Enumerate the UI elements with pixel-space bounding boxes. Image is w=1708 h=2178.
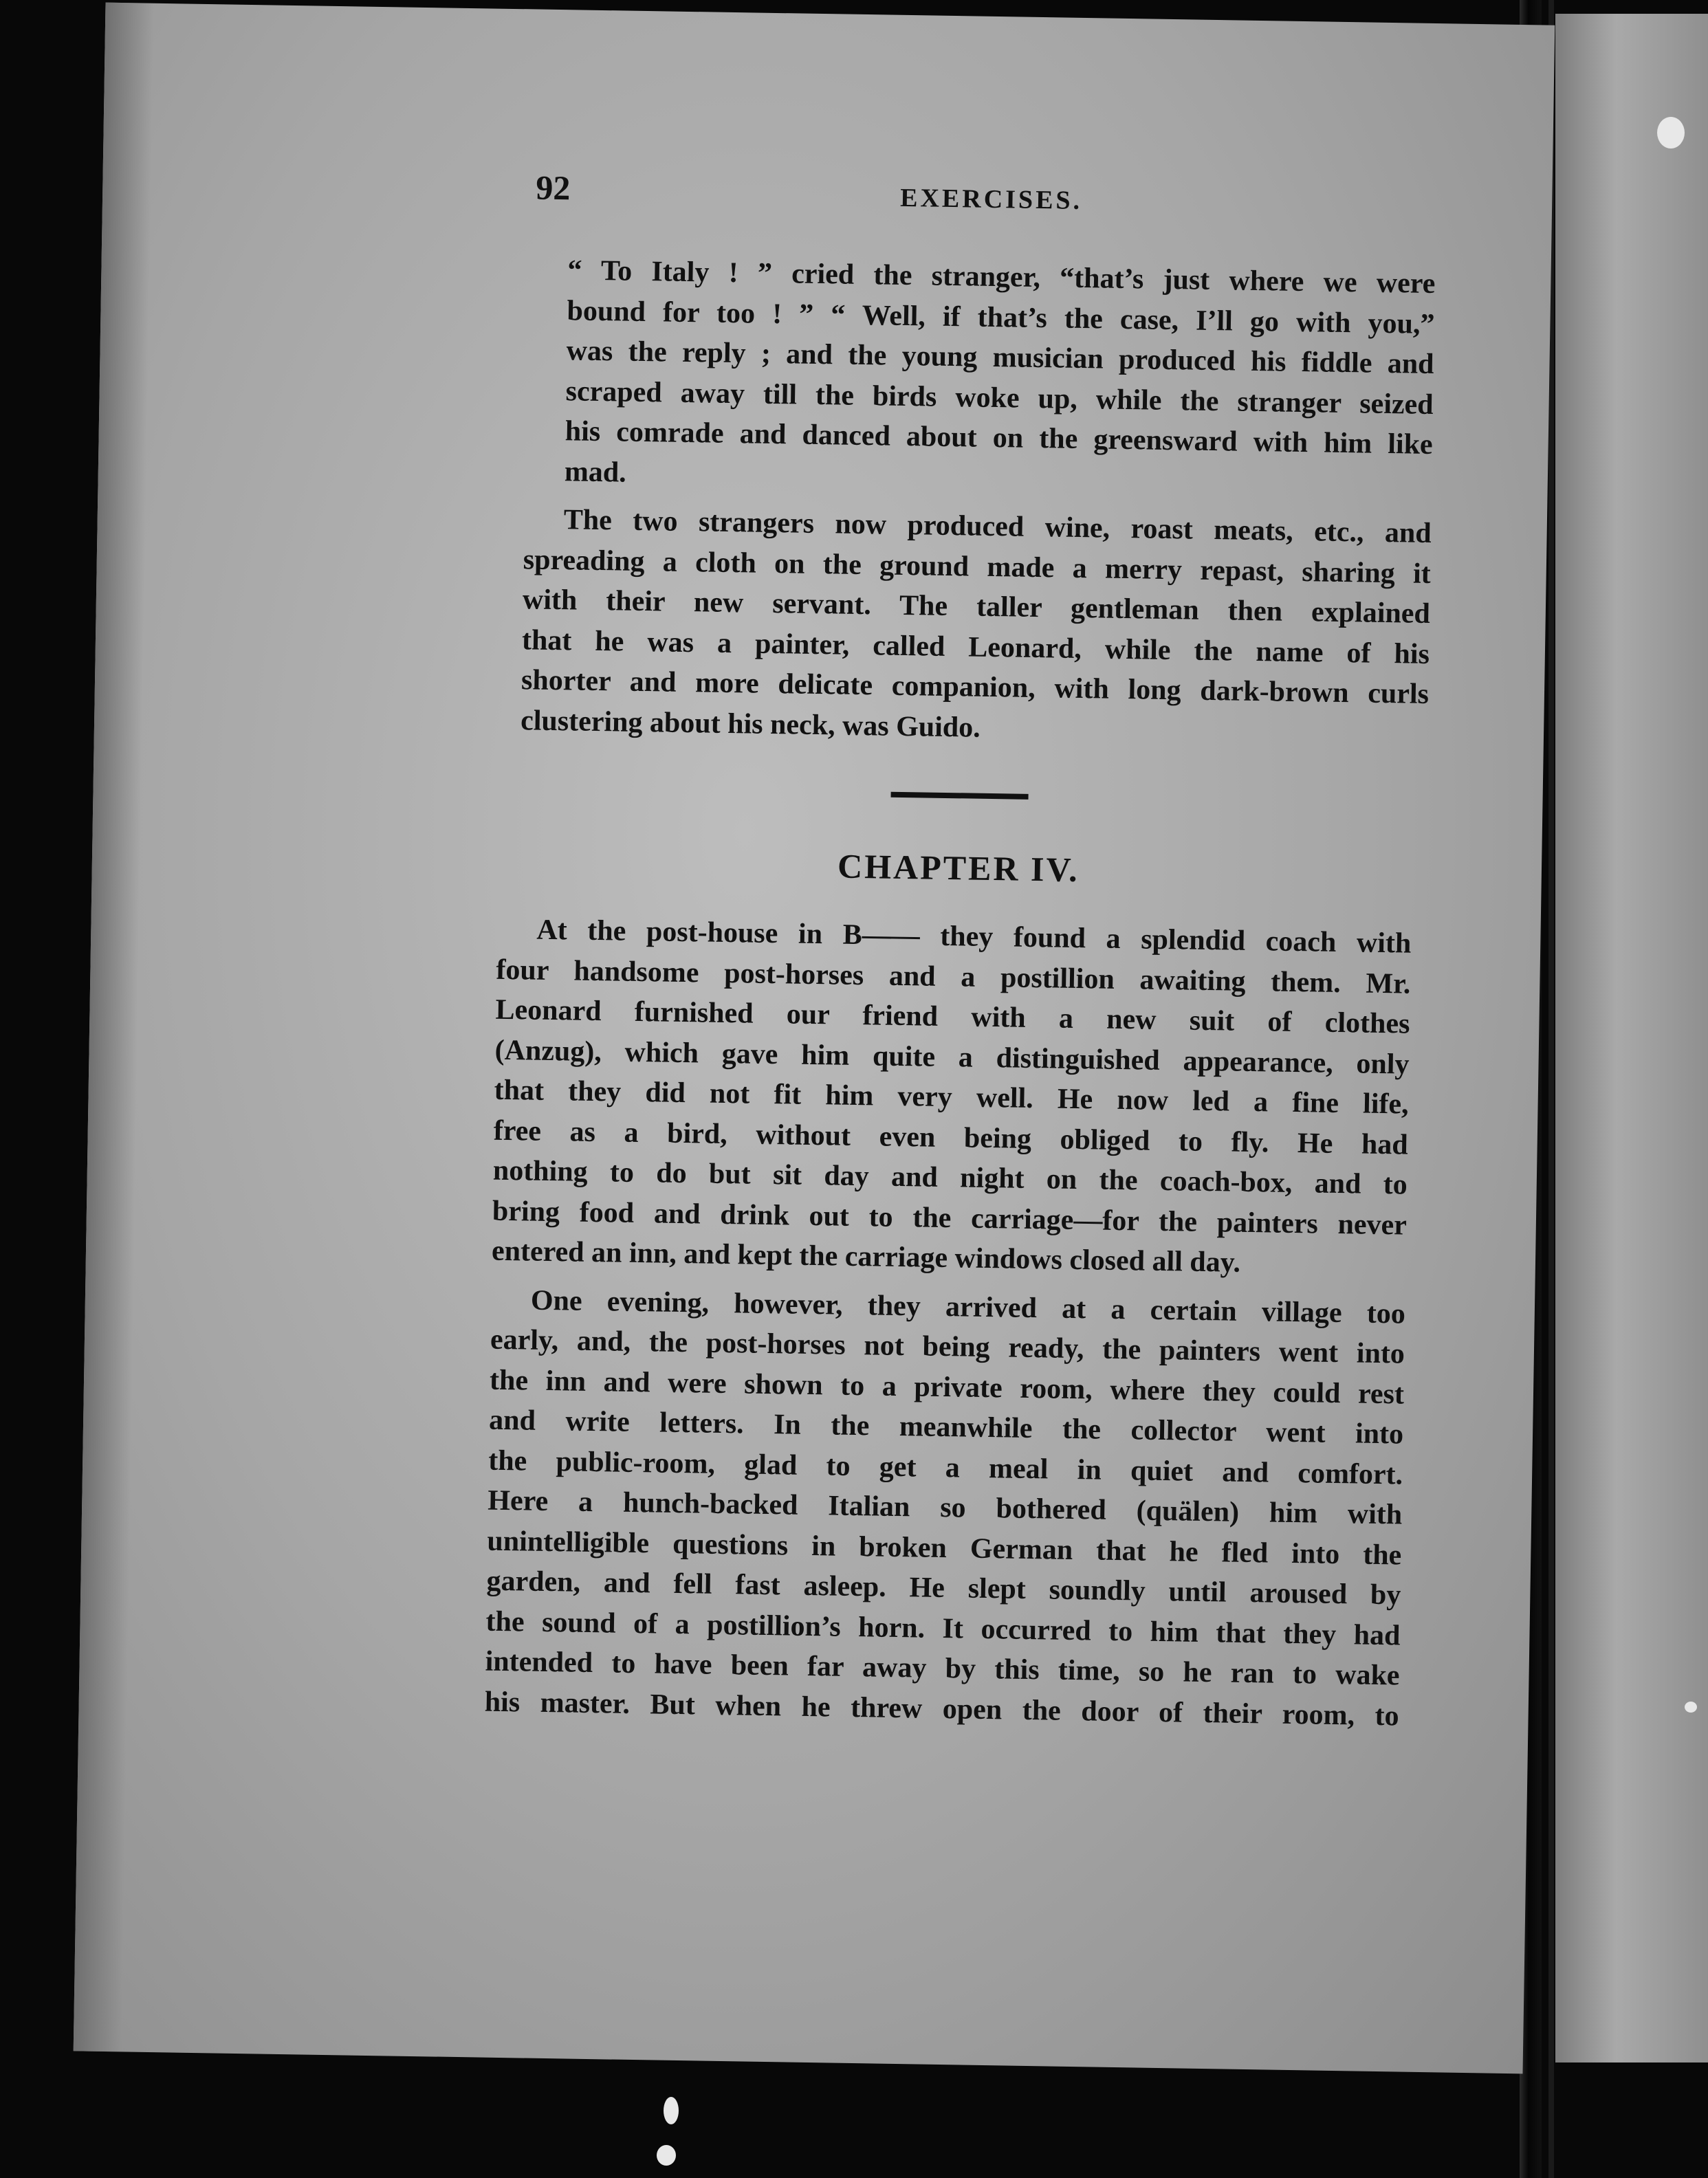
text-line: that he was a painter, called Leonard, while the name of his xyxy=(521,624,1430,670)
text-line: the public-room, glad to get a meal in quiet and comfort. xyxy=(488,1444,1403,1491)
text-line: his master. But when he threw open the door of their room, to xyxy=(484,1686,1399,1732)
text-line: shorter and more delicate companion, with long dark-brown curls xyxy=(521,664,1430,710)
section-before-chapter xyxy=(521,250,1436,755)
text-line: and write letters. In the meanwhile the collector went into xyxy=(488,1404,1404,1451)
scan-speck xyxy=(664,2097,679,2124)
text-line: scraped away till the birds woke up, while the stranger seized xyxy=(565,375,1434,421)
text-line: At the post-house in B—— they found a splendid coach with xyxy=(536,914,1412,960)
text-line: four handsome post-horses and a postillion awaiting them. Mr. xyxy=(496,954,1411,1000)
running-head xyxy=(405,145,1479,237)
text-line: his comrade and danced about on the greensward with him like xyxy=(565,415,1434,461)
text-line: early, and, the post-horses not being ready, the painters went into xyxy=(490,1323,1405,1370)
text-line: bring food and drink out to the carriage—for the painters never xyxy=(492,1195,1408,1242)
paragraph xyxy=(492,910,1412,1286)
text-line: entered an inn, and kept the carriage windows closed all day. xyxy=(491,1235,1241,1279)
paragraph xyxy=(484,1279,1405,1736)
text-line: intended to have been far away by this time, so he ran to wake xyxy=(485,1645,1400,1692)
paragraph xyxy=(521,499,1432,755)
text-line: the inn and were shown to a private room, where they could rest xyxy=(489,1364,1405,1411)
text-line: was the reply ; and the young musician produced his fiddle and xyxy=(566,335,1434,381)
text-line: mad. xyxy=(564,455,627,489)
page-edge-shadow xyxy=(74,3,154,2052)
text-line: the sound of a postillion’s horn. It occurred to him that they had xyxy=(485,1605,1401,1651)
text-line: spreading a cloth on the ground made a merry repast, sharing it xyxy=(523,543,1432,590)
text-line: Leonard furnished our friend with a new suit of clothes xyxy=(495,993,1410,1040)
chapter-four-text xyxy=(484,910,1411,1737)
scan-speck xyxy=(657,2145,676,2166)
page-text-block xyxy=(405,145,1479,1732)
text-line: (Anzug), which gave him quite a distinguished appearance, only xyxy=(494,1034,1410,1081)
text-line: free as a bird, without even being obliged to fly. He had xyxy=(493,1114,1409,1161)
page-number: 92 xyxy=(535,168,571,208)
text-line: that they did not fit him very well. He now led a fine life, xyxy=(494,1074,1409,1121)
paragraph xyxy=(524,250,1435,505)
text-line: One evening, however, they arrived at a certain village too xyxy=(530,1284,1406,1330)
section-divider-rule xyxy=(891,792,1029,800)
text-line: nothing to do but sit day and night on the coach-box, and to xyxy=(492,1154,1408,1201)
text-line: unintelligible questions in broken German that he fled into the xyxy=(487,1525,1402,1572)
book-page xyxy=(74,3,1555,2074)
text-line: clustering about his neck, was Guido. xyxy=(520,704,981,744)
text-line: bound for too ! ” “ Well, if that’s the case, I’ll go with you,” xyxy=(567,294,1435,340)
text-line: garden, and fell fast asleep. He slept soundly until aroused by xyxy=(486,1565,1401,1612)
scan-speck xyxy=(1685,1702,1697,1713)
running-title: EXERCISES. xyxy=(899,183,1083,215)
text-line: The two strangers now produced wine, roast meats, etc., and xyxy=(563,504,1432,550)
text-line: with their new servant. The taller gentleman then explained xyxy=(522,584,1431,630)
adjacent-page-sliver xyxy=(1555,14,1708,2062)
scan-speck xyxy=(1657,117,1685,148)
text-line: “ To Italy ! ” cried the stranger, “that’s just where we were xyxy=(567,254,1436,300)
text-line: Here a hunch-backed Italian so bothered (quälen) him with xyxy=(488,1484,1403,1531)
chapter-heading: CHAPTER IV. xyxy=(837,846,1080,890)
